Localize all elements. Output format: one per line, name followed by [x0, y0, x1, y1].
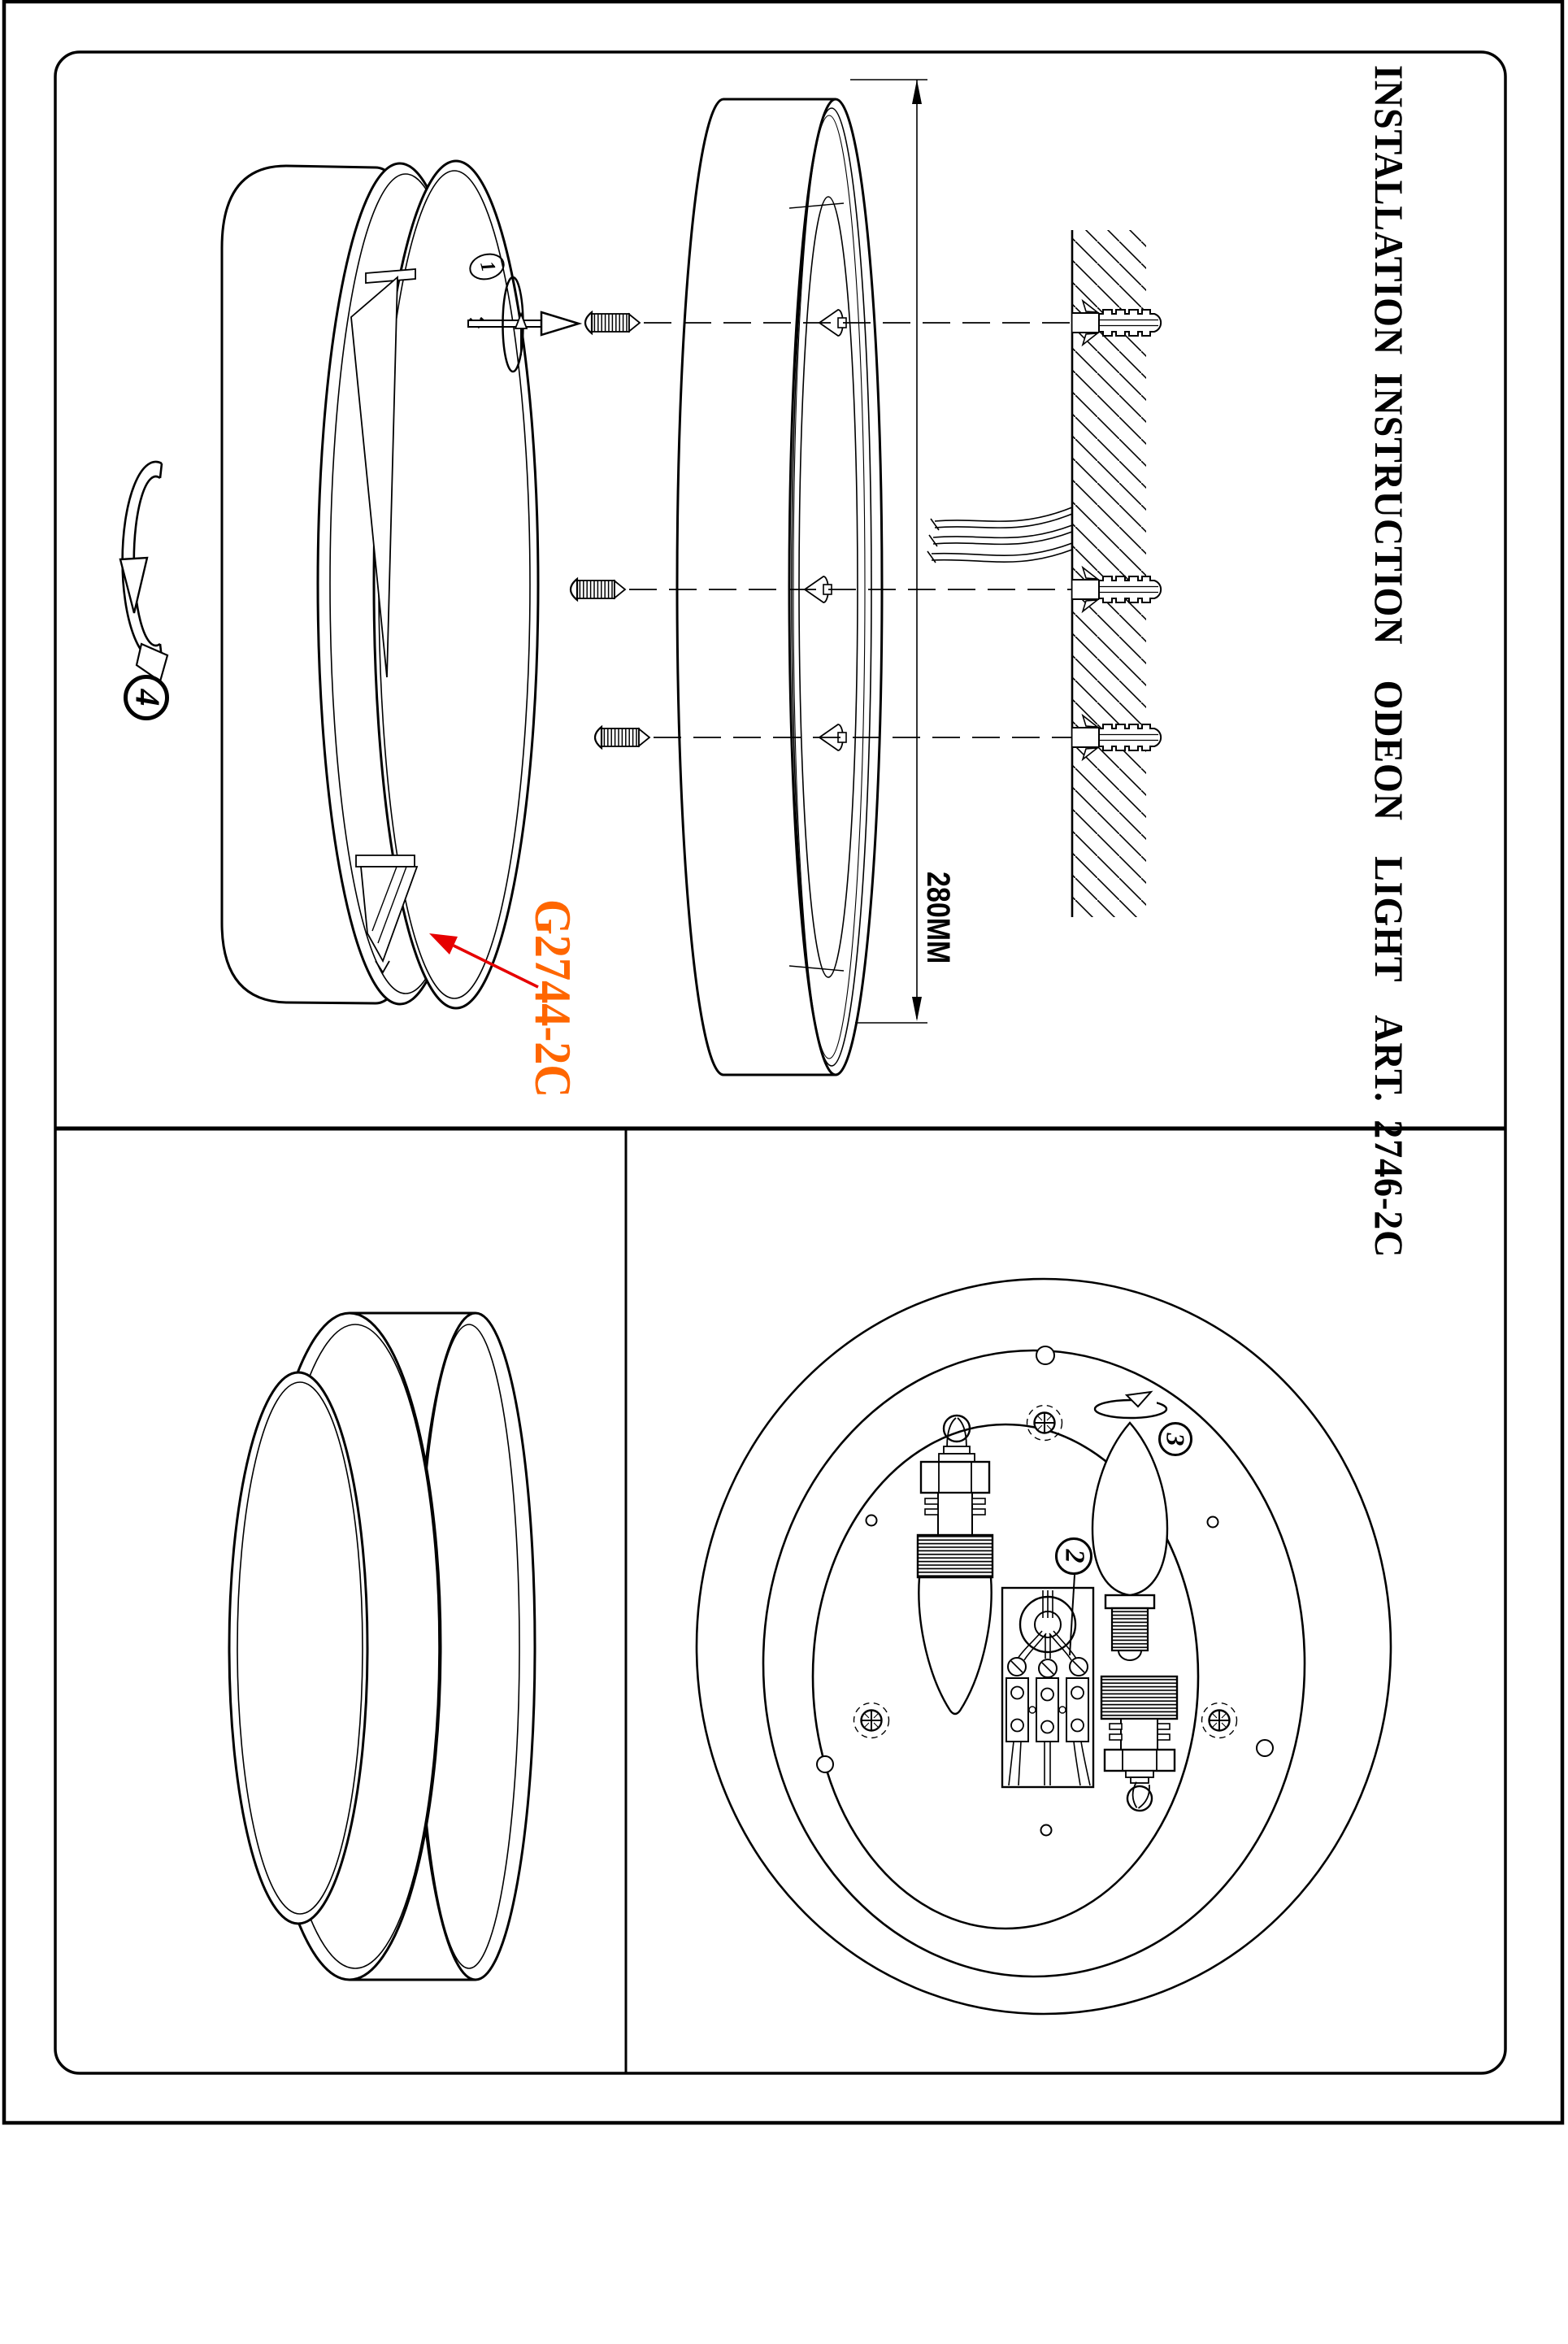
step-number: 3	[1161, 1433, 1191, 1446]
supply-wires	[927, 507, 1072, 563]
mounting-screw-3	[595, 727, 649, 748]
assembled-lamp	[229, 1313, 535, 1980]
dimension-label: 280MM	[920, 872, 956, 964]
mounting-base	[677, 99, 882, 1075]
step-number: 2	[1059, 1549, 1089, 1563]
bulb-thread-base	[1112, 1608, 1148, 1650]
cover-assembly	[222, 161, 538, 1008]
terminal-strip	[1006, 1678, 1088, 1742]
rotate-bulb-icon	[1095, 1392, 1166, 1418]
step-number: 1	[475, 259, 500, 275]
step-badge-4	[124, 675, 169, 720]
step-badge-3	[1158, 1422, 1192, 1456]
sheet-title: INSTALLATION INSTRUCTION ODEON LIGHT ART. 2746-2C	[1366, 65, 1412, 1259]
terminal-block	[1002, 1588, 1093, 1787]
screw-hole	[867, 1516, 877, 1526]
screw-hole	[1208, 1517, 1218, 1528]
plate-screw-left	[854, 1703, 889, 1738]
exploded-view	[120, 80, 1161, 1075]
socket-bracket	[921, 1462, 989, 1493]
drive-arrowhead	[541, 312, 579, 335]
lamp-socket-left	[918, 1416, 992, 1714]
lamp-glass-outer	[229, 1372, 367, 1924]
edge-notch	[817, 1756, 833, 1772]
edge-notch	[1036, 1346, 1054, 1364]
mounting-screw-2	[571, 579, 625, 600]
step-badge-2	[1055, 1537, 1092, 1575]
rotate-cover-icon	[120, 462, 167, 681]
socket-thread	[1101, 1676, 1177, 1719]
wall-section	[1072, 230, 1161, 917]
edge-notch	[1257, 1740, 1273, 1756]
step-number: 4	[128, 689, 165, 707]
plate-screw-right	[1202, 1703, 1237, 1738]
screw-hole	[1041, 1825, 1052, 1836]
lamp-socket-right	[1101, 1676, 1177, 1813]
mounting-screw-1	[585, 312, 640, 333]
socket-thread	[918, 1535, 992, 1577]
internal-circular-view	[697, 1279, 1391, 2014]
socket-bracket	[1105, 1750, 1175, 1771]
candle-bulb-left	[919, 1577, 991, 1714]
part-code-label: G2744-2C	[524, 899, 582, 1098]
plate-screw-top	[1027, 1406, 1062, 1441]
